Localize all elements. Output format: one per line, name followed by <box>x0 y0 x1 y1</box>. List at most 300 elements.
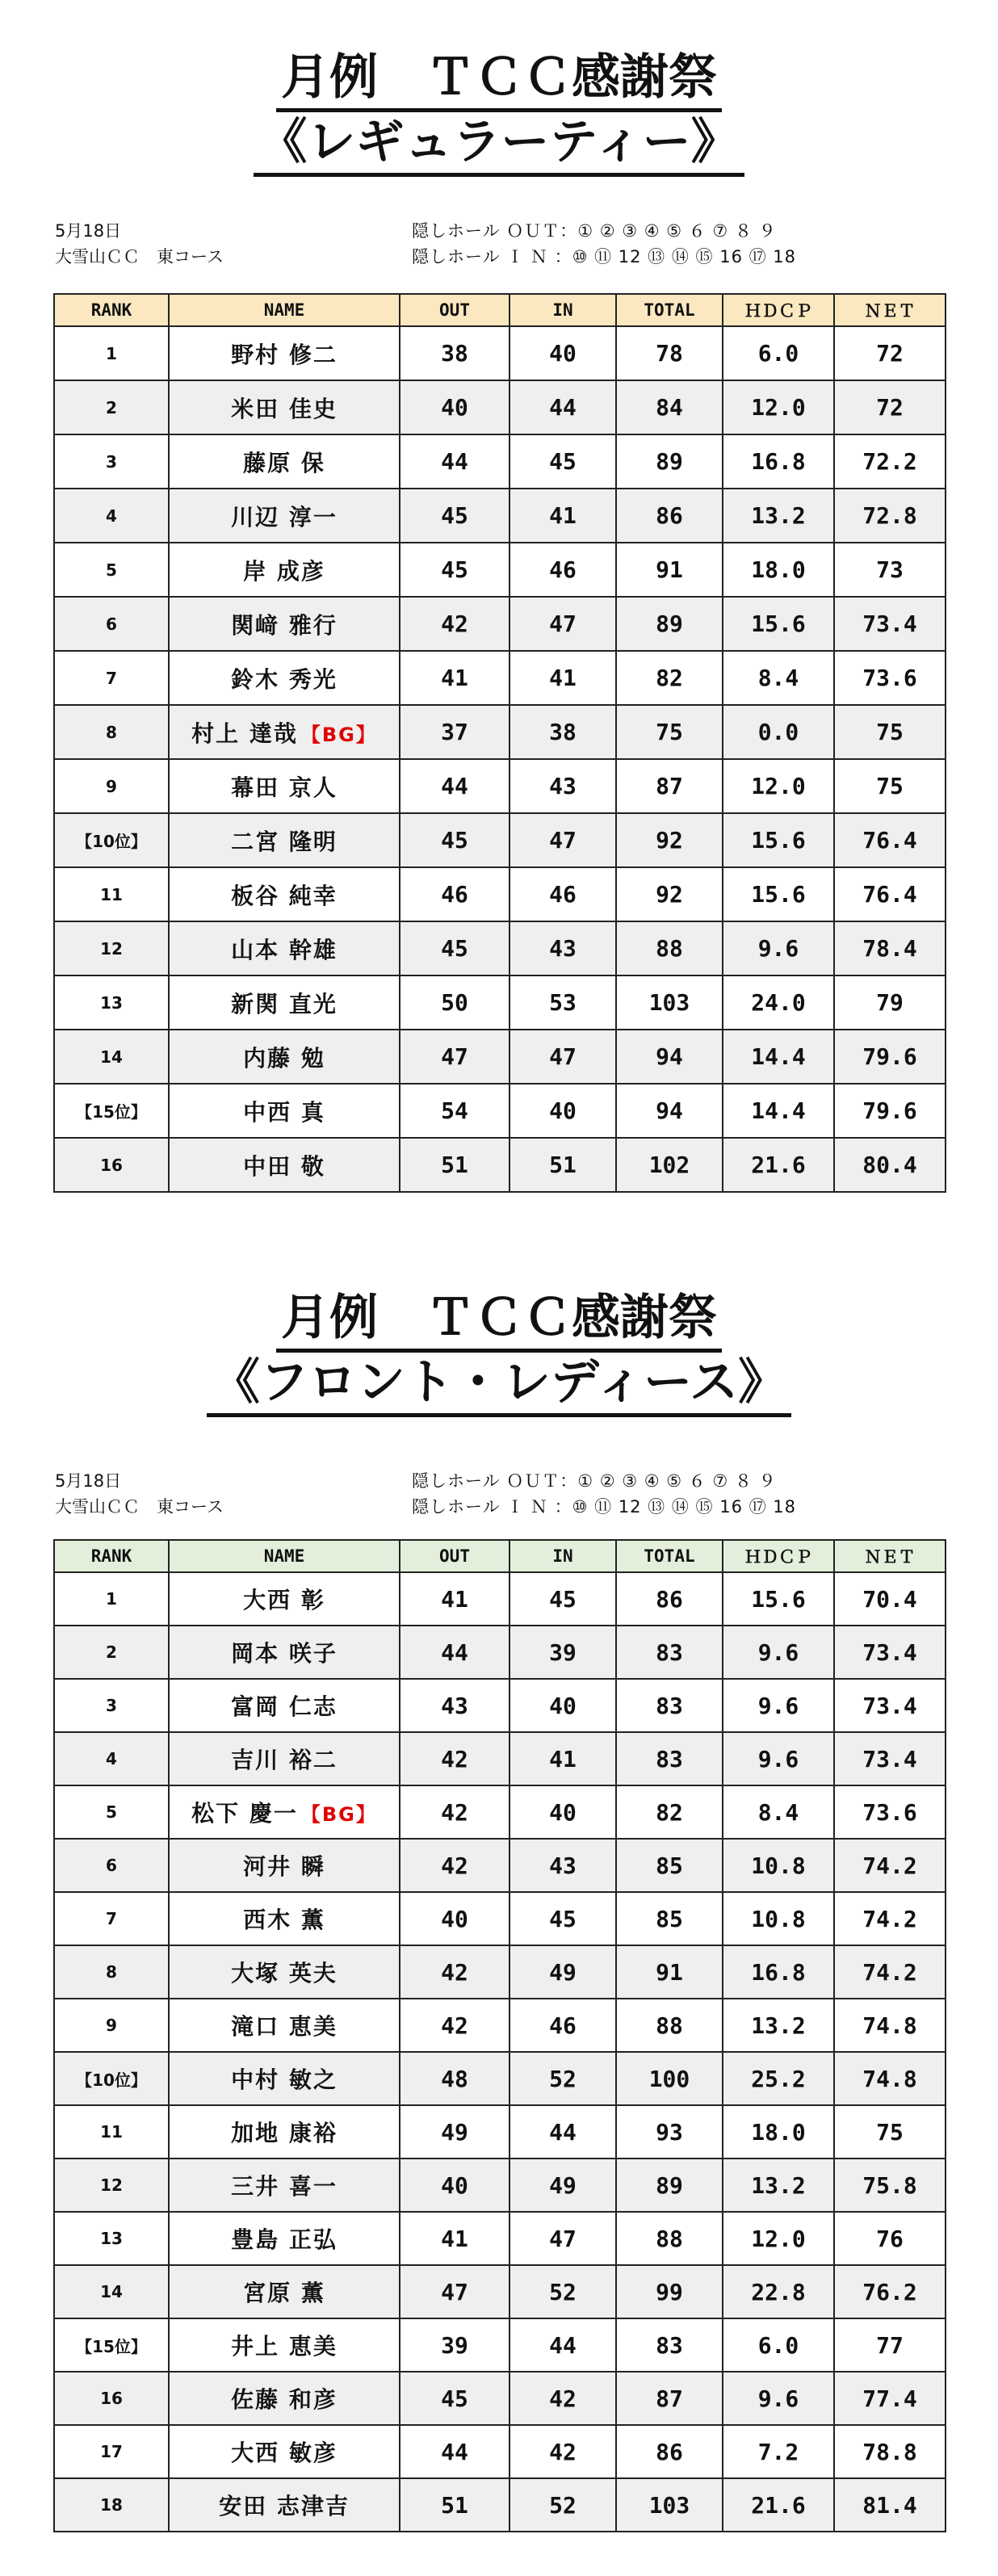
rank-text: 8 <box>106 722 117 742</box>
net-score-text: 79.6 <box>862 1043 917 1070</box>
in-score-cell <box>509 2425 616 2478</box>
table-row <box>54 1839 946 1892</box>
rank-cell <box>54 705 169 759</box>
out-score-text: 41 <box>441 665 468 691</box>
net-score-text: 73.4 <box>862 1638 917 1666</box>
name-cell <box>169 2478 400 2532</box>
in-score-cell <box>509 1572 616 1626</box>
rank-cell <box>54 1679 169 1732</box>
name-cell <box>169 2318 400 2372</box>
out-score-cell <box>400 1839 509 1892</box>
handicap-cell <box>723 2265 834 2318</box>
rank-cell <box>54 2318 169 2372</box>
handicap-text: 13.2 <box>751 502 806 529</box>
name-cell <box>169 2052 400 2105</box>
net-score-text: 79 <box>876 989 904 1016</box>
out-score-cell <box>400 1892 509 1945</box>
in-score-text: 43 <box>549 935 577 962</box>
table-row <box>54 326 946 380</box>
header-rank: RANK <box>54 294 169 326</box>
table-row <box>54 1084 946 1138</box>
handicap-text: 6.0 <box>757 2331 799 2359</box>
rank-text: 7 <box>106 668 117 688</box>
total-score-text: 89 <box>656 610 683 637</box>
out-score-cell <box>400 2105 509 2159</box>
in-score-cell <box>509 651 616 705</box>
total-score-cell <box>616 326 723 380</box>
total-score-cell <box>616 1679 723 1732</box>
net-score-cell <box>834 326 946 380</box>
out-score-text: 42 <box>441 1958 468 1986</box>
rank-cell <box>54 2265 169 2318</box>
table-row <box>54 2478 946 2532</box>
net-score-cell <box>834 1945 946 1999</box>
net-score-cell <box>834 489 946 543</box>
name-cell <box>169 1839 400 1892</box>
net-score-text: 73.4 <box>862 610 917 637</box>
name-cell <box>169 380 400 434</box>
handicap-cell <box>723 1839 834 1892</box>
net-score-text: 75 <box>876 773 904 799</box>
total-score-text: 94 <box>656 1097 683 1124</box>
handicap-text: 7.2 <box>757 2438 799 2465</box>
out-score-cell <box>400 651 509 705</box>
total-score-cell <box>616 1138 723 1192</box>
header-in: IN <box>509 1540 616 1572</box>
table-row <box>54 921 946 975</box>
out-score-text: 45 <box>441 502 468 529</box>
name-text: 野村 修二 <box>231 341 338 368</box>
table-row <box>54 867 946 921</box>
net-score-text: 73.6 <box>862 1798 917 1826</box>
rank-text: 11 <box>100 884 123 904</box>
handicap-text: 21.6 <box>751 1152 806 1178</box>
name-text: 富岡 仁志 <box>231 1693 338 1720</box>
out-score-text: 42 <box>441 2012 468 2039</box>
out-score-text: 45 <box>441 556 468 583</box>
total-score-text: 88 <box>656 2012 683 2039</box>
total-score-cell <box>616 2318 723 2372</box>
event-title: 月例 ＴＣＣ感謝祭 <box>276 47 722 112</box>
out-score-text: 43 <box>441 1692 468 1719</box>
name-cell <box>169 1084 400 1138</box>
out-score-cell <box>400 1679 509 1732</box>
total-score-cell <box>616 489 723 543</box>
total-score-cell <box>616 759 723 813</box>
total-score-text: 75 <box>656 719 683 745</box>
rank-text: 1 <box>106 1589 117 1609</box>
in-score-cell <box>509 2318 616 2372</box>
out-score-cell <box>400 2212 509 2265</box>
net-score-text: 81.4 <box>862 2491 917 2519</box>
rank-text: 16 <box>100 2389 123 2408</box>
total-score-text: 83 <box>656 2331 683 2359</box>
in-score-cell <box>509 1999 616 2052</box>
handicap-cell <box>723 759 834 813</box>
in-score-text: 46 <box>549 556 577 583</box>
name-cell <box>169 489 400 543</box>
total-score-text: 92 <box>656 881 683 908</box>
total-score-cell <box>616 1785 723 1839</box>
in-score-text: 41 <box>549 502 577 529</box>
handicap-cell <box>723 2318 834 2372</box>
name-text: 米田 佳史 <box>231 395 338 422</box>
name-text: 大西 敏彦 <box>231 2440 338 2466</box>
net-score-text: 74.8 <box>862 2065 917 2092</box>
in-score-cell <box>509 543 616 597</box>
handicap-cell <box>723 597 834 651</box>
table-row <box>54 489 946 543</box>
total-score-cell <box>616 2105 723 2159</box>
out-score-cell <box>400 1030 509 1084</box>
net-score-text: 76.2 <box>862 2278 917 2305</box>
rank-text: 5 <box>106 1802 117 1822</box>
name-text: 内藤 勉 <box>243 1044 325 1072</box>
total-score-cell <box>616 1839 723 1892</box>
net-score-text: 73.6 <box>862 665 917 691</box>
handicap-cell <box>723 2052 834 2105</box>
name-text: 松下 慶一 <box>191 1800 298 1827</box>
net-score-text: 77 <box>876 2331 904 2359</box>
rank-text: 【10位】 <box>76 832 147 851</box>
out-score-text: 42 <box>441 1745 468 1773</box>
rank-text: 6 <box>106 1856 117 1875</box>
total-score-text: 86 <box>656 502 683 529</box>
handicap-cell <box>723 651 834 705</box>
in-score-cell <box>509 2372 616 2425</box>
name-text: 二宮 隆明 <box>231 828 338 855</box>
total-score-cell <box>616 597 723 651</box>
out-score-text: 38 <box>441 340 468 367</box>
handicap-text: 15.6 <box>751 610 806 637</box>
net-score-text: 76 <box>876 2225 904 2252</box>
total-score-text: 89 <box>656 448 683 475</box>
handicap-text: 8.4 <box>757 665 799 691</box>
in-score-cell <box>509 921 616 975</box>
total-score-cell <box>616 651 723 705</box>
total-score-cell <box>616 2212 723 2265</box>
handicap-cell <box>723 1030 834 1084</box>
in-score-cell <box>509 2212 616 2265</box>
total-score-text: 99 <box>656 2278 683 2305</box>
name-cell <box>169 759 400 813</box>
handicap-text: 18.0 <box>751 2118 806 2146</box>
rank-text: 13 <box>100 2229 123 2248</box>
total-score-text: 93 <box>656 2118 683 2146</box>
rank-cell <box>54 1892 169 1945</box>
in-score-text: 45 <box>549 1905 577 1932</box>
header-net: ＮＥＴ <box>834 1540 946 1572</box>
out-score-text: 44 <box>441 2438 468 2465</box>
total-score-text: 94 <box>656 1043 683 1070</box>
handicap-text: 15.6 <box>751 1585 806 1613</box>
rank-text: 2 <box>106 397 117 417</box>
rank-text: 16 <box>100 1155 123 1175</box>
results-table <box>53 1539 946 2532</box>
rank-cell <box>54 1572 169 1626</box>
net-score-cell <box>834 1999 946 2052</box>
name-cell <box>169 1572 400 1626</box>
header-in: IN <box>509 294 616 326</box>
total-score-cell <box>616 2425 723 2478</box>
rank-cell <box>54 326 169 380</box>
net-score-cell <box>834 2052 946 2105</box>
handicap-cell <box>723 813 834 867</box>
handicap-text: 14.4 <box>751 1043 806 1070</box>
net-score-text: 78.4 <box>862 935 917 962</box>
header-out: OUT <box>400 1540 509 1572</box>
in-score-cell <box>509 705 616 759</box>
name-text: 豊島 正弘 <box>231 2226 338 2253</box>
out-score-text: 44 <box>441 1638 468 1666</box>
rank-cell <box>54 1626 169 1679</box>
in-score-text: 42 <box>549 2385 577 2412</box>
name-text: 川辺 淳一 <box>231 503 338 531</box>
in-score-cell <box>509 1839 616 1892</box>
rank-cell <box>54 759 169 813</box>
in-score-text: 45 <box>549 448 577 475</box>
total-score-cell <box>616 434 723 489</box>
total-score-text: 86 <box>656 2438 683 2465</box>
net-score-text: 76.4 <box>862 881 917 908</box>
out-score-text: 40 <box>441 394 468 421</box>
rank-cell <box>54 1732 169 1785</box>
total-score-text: 103 <box>648 2491 690 2519</box>
rank-cell <box>54 651 169 705</box>
name-text: 佐藤 和彦 <box>231 2386 338 2413</box>
in-score-text: 44 <box>549 2118 577 2146</box>
net-score-text: 73 <box>876 556 904 583</box>
rank-cell <box>54 2052 169 2105</box>
table-row <box>54 1572 946 1626</box>
in-score-cell <box>509 1626 616 1679</box>
handicap-text: 9.6 <box>757 2385 799 2412</box>
in-score-cell <box>509 975 616 1030</box>
net-score-text: 73.4 <box>862 1745 917 1773</box>
rank-text: 4 <box>106 506 117 526</box>
name-cell <box>169 434 400 489</box>
rank-cell <box>54 813 169 867</box>
in-score-text: 49 <box>549 1958 577 1986</box>
total-score-text: 87 <box>656 2385 683 2412</box>
name-text: 岸 成彦 <box>243 557 325 585</box>
rank-cell <box>54 2159 169 2212</box>
out-score-text: 54 <box>441 1097 468 1124</box>
total-score-cell <box>616 543 723 597</box>
name-text: 新関 直光 <box>231 990 338 1017</box>
out-score-text: 42 <box>441 1852 468 1879</box>
name-text: 加地 康裕 <box>231 2120 338 2146</box>
net-score-cell <box>834 651 946 705</box>
name-text: 大西 彰 <box>243 1587 325 1613</box>
name-cell <box>169 1999 400 2052</box>
out-score-text: 41 <box>441 2225 468 2252</box>
total-score-cell <box>616 1892 723 1945</box>
table-row <box>54 543 946 597</box>
in-score-text: 40 <box>549 1097 577 1124</box>
net-score-cell <box>834 1084 946 1138</box>
handicap-cell <box>723 1999 834 2052</box>
out-score-text: 40 <box>441 2171 468 2199</box>
in-score-cell <box>509 1030 616 1084</box>
in-score-cell <box>509 2105 616 2159</box>
rank-cell <box>54 1785 169 1839</box>
in-score-cell <box>509 1892 616 1945</box>
in-score-cell <box>509 597 616 651</box>
event-date: 5月18日 <box>55 1471 122 1491</box>
table-row <box>54 380 946 434</box>
in-score-cell <box>509 1084 616 1138</box>
rank-text: 4 <box>106 1749 117 1768</box>
net-score-cell <box>834 1785 946 1839</box>
name-text: 西木 薫 <box>243 1907 325 1933</box>
out-score-cell <box>400 2478 509 2532</box>
header-hdcp: ＨＤＣＰ <box>723 294 834 326</box>
in-score-cell <box>509 489 616 543</box>
rank-cell <box>54 975 169 1030</box>
out-score-text: 50 <box>441 989 468 1016</box>
net-score-cell <box>834 1138 946 1192</box>
table-row <box>54 1732 946 1785</box>
table-row <box>54 1785 946 1839</box>
in-score-text: 44 <box>549 394 577 421</box>
rank-cell <box>54 2212 169 2265</box>
name-cell <box>169 1138 400 1192</box>
in-score-cell <box>509 2159 616 2212</box>
total-score-text: 86 <box>656 1585 683 1613</box>
net-score-text: 75 <box>876 719 904 745</box>
out-score-cell <box>400 2265 509 2318</box>
net-score-cell <box>834 759 946 813</box>
handicap-text: 16.8 <box>751 448 806 475</box>
total-score-text: 91 <box>656 1958 683 1986</box>
net-score-cell <box>834 380 946 434</box>
out-score-text: 48 <box>441 2065 468 2092</box>
header-total: TOTAL <box>616 294 723 326</box>
total-score-text: 85 <box>656 1852 683 1879</box>
table-row <box>54 2212 946 2265</box>
table-row <box>54 2105 946 2159</box>
in-score-text: 40 <box>549 1692 577 1719</box>
best-gross-badge: 【BG】 <box>300 723 377 746</box>
table-row <box>54 1030 946 1084</box>
rank-text: 9 <box>106 776 117 796</box>
total-score-text: 88 <box>656 2225 683 2252</box>
handicap-text: 24.0 <box>751 989 806 1016</box>
name-cell <box>169 2159 400 2212</box>
in-score-cell <box>509 434 616 489</box>
rank-cell <box>54 489 169 543</box>
net-score-cell <box>834 1732 946 1785</box>
out-score-cell <box>400 1138 509 1192</box>
out-score-text: 45 <box>441 827 468 854</box>
handicap-cell <box>723 2372 834 2425</box>
name-cell <box>169 921 400 975</box>
out-score-cell <box>400 2425 509 2478</box>
handicap-cell <box>723 2425 834 2478</box>
rank-cell <box>54 1839 169 1892</box>
name-cell <box>169 867 400 921</box>
header-net: ＮＥＴ <box>834 294 946 326</box>
out-score-cell <box>400 759 509 813</box>
handicap-text: 13.2 <box>751 2012 806 2039</box>
in-score-cell <box>509 867 616 921</box>
division-title: 《フロント・レディース》 <box>207 1352 791 1417</box>
handicap-cell <box>723 705 834 759</box>
handicap-cell <box>723 1679 834 1732</box>
name-text: 岡本 咲子 <box>231 1640 338 1667</box>
net-score-cell <box>834 2425 946 2478</box>
name-cell <box>169 1679 400 1732</box>
out-score-cell <box>400 434 509 489</box>
total-score-text: 91 <box>656 556 683 583</box>
name-text: 中村 敏之 <box>231 2066 338 2093</box>
title-block <box>0 1287 998 1416</box>
out-score-text: 39 <box>441 2331 468 2359</box>
out-score-text: 45 <box>441 935 468 962</box>
net-score-cell <box>834 2105 946 2159</box>
in-score-text: 42 <box>549 2438 577 2465</box>
name-text: 吉川 裕二 <box>231 1747 338 1773</box>
table-row <box>54 1626 946 1679</box>
in-score-text: 43 <box>549 1852 577 1879</box>
net-score-cell <box>834 2372 946 2425</box>
out-score-cell <box>400 2052 509 2105</box>
net-score-text: 74.2 <box>862 1958 917 1986</box>
hidden-holes-out: 隠しホール ＯＵＴ：① ② ③ ④ ⑤ ６ ⑦ ８ ９ <box>412 1471 777 1491</box>
handicap-text: 8.4 <box>757 1798 799 1826</box>
rank-cell <box>54 2105 169 2159</box>
net-score-text: 72.2 <box>862 448 917 475</box>
handicap-cell <box>723 1892 834 1945</box>
name-cell <box>169 1030 400 1084</box>
table-row <box>54 2318 946 2372</box>
net-score-text: 75 <box>876 2118 904 2146</box>
out-score-cell <box>400 2318 509 2372</box>
rank-text: 13 <box>100 992 123 1013</box>
total-score-text: 83 <box>656 1692 683 1719</box>
net-score-text: 79.6 <box>862 1097 917 1124</box>
in-score-cell <box>509 1945 616 1999</box>
net-score-cell <box>834 2159 946 2212</box>
out-score-text: 51 <box>441 2491 468 2519</box>
header-hdcp: ＨＤＣＰ <box>723 1540 834 1572</box>
in-score-text: 41 <box>549 1745 577 1773</box>
net-score-cell <box>834 2265 946 2318</box>
name-cell <box>169 975 400 1030</box>
in-score-text: 40 <box>549 1798 577 1826</box>
rank-text: 3 <box>106 451 117 472</box>
out-score-cell <box>400 921 509 975</box>
name-cell <box>169 651 400 705</box>
net-score-text: 78.8 <box>862 2438 917 2465</box>
total-score-text: 84 <box>656 394 683 421</box>
rank-cell <box>54 1945 169 1999</box>
handicap-text: 15.6 <box>751 827 806 854</box>
in-score-text: 46 <box>549 2012 577 2039</box>
net-score-cell <box>834 2318 946 2372</box>
in-score-text: 44 <box>549 2331 577 2359</box>
out-score-cell <box>400 326 509 380</box>
division-title: 《レギュラーティー》 <box>254 111 744 177</box>
out-score-text: 42 <box>441 1798 468 1826</box>
total-score-text: 103 <box>648 989 690 1016</box>
net-score-text: 72.8 <box>862 502 917 529</box>
total-score-cell <box>616 1999 723 2052</box>
in-score-text: 52 <box>549 2278 577 2305</box>
net-score-cell <box>834 705 946 759</box>
handicap-text: 12.0 <box>751 2225 806 2252</box>
